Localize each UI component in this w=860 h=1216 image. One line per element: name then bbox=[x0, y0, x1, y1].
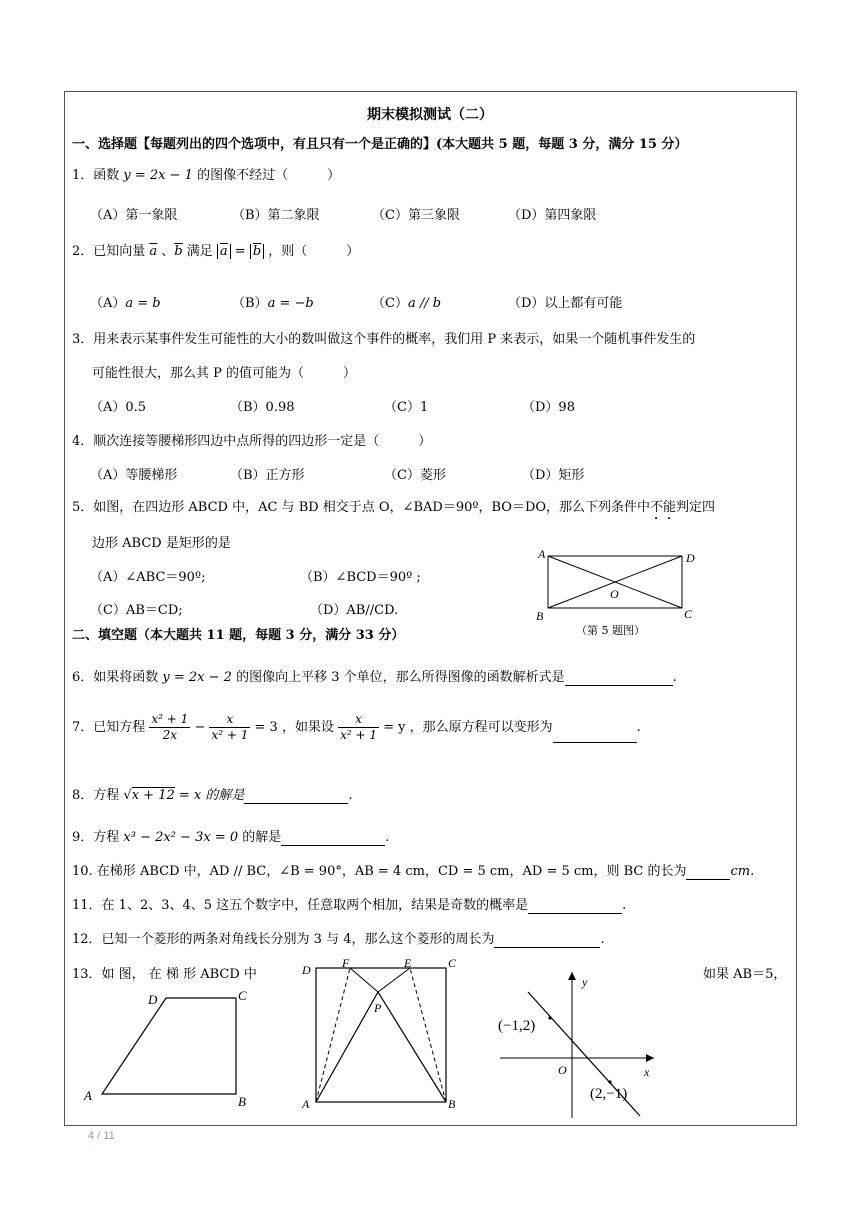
graph-label-origin: O bbox=[558, 1063, 567, 1077]
trapezoid-figure bbox=[80, 984, 260, 1110]
q5-figure-caption: （第 5 题图） bbox=[576, 624, 645, 637]
q7-fraction-2: $\frac{x}{\text{x² + 1}}$ bbox=[211, 712, 249, 742]
square-label-d: D bbox=[302, 963, 311, 977]
question-2: 2．已知向量 $\overline{a}$ 、$\overline{b}$ 满足 $\overline{a} = \overline{b}$ ，则（ ） bbox=[72, 244, 360, 259]
q3-option-b: （B）0.98 bbox=[230, 400, 295, 415]
question-6: 6．如果将函数 y = 2x − 2 的图像向上平移 3 个单位，那么所得图像的函数解析式是 . bbox=[72, 670, 677, 685]
q5-label-o: O bbox=[610, 587, 619, 601]
trap-label-a: A bbox=[84, 1088, 92, 1103]
square-label-f: F bbox=[342, 958, 350, 970]
question-7: 7．已知方程 $\frac{\text{x² + 1}}{2x}$ − $\frac{x}{\text{x² + 1}}$ = 3 ，如果设 $\frac{x}{\text{x² + 1}}$ = y ，那么原方程可以变形为 . bbox=[72, 712, 641, 742]
q4-stem: 4．顺次连接等腰梯形四边中点所得的四边形一定是（ ） bbox=[72, 434, 432, 449]
emphasis-not: 不能 bbox=[650, 500, 677, 515]
q5-label-b: B bbox=[536, 609, 544, 623]
q5-label-d: D bbox=[686, 551, 695, 565]
q4-option-b: （B）正方形 bbox=[230, 468, 305, 483]
trap-label-b: B bbox=[238, 1094, 246, 1109]
q5-option-b: （B）∠BCD＝90º ; bbox=[300, 570, 421, 585]
square-label-e: E bbox=[404, 958, 412, 970]
trap-label-d: D bbox=[148, 992, 158, 1007]
q3-option-c: （C）1 bbox=[384, 400, 429, 415]
q5-line2: 边形 ABCD 是矩形的是 bbox=[92, 536, 231, 551]
q2-option-a: （A）a = b bbox=[90, 296, 161, 311]
q7-fraction-3: $\frac{x}{\text{x² + 1}}$ bbox=[340, 712, 377, 742]
q5-option-c: （C）AB＝CD; bbox=[90, 603, 183, 618]
trap-label-c: C bbox=[238, 988, 247, 1003]
q1-option-d: （D）第四象限 bbox=[508, 208, 597, 223]
graph-label-y: y bbox=[582, 975, 588, 989]
question-9: 9．方程 x³ − 2x² − 3x = 0 的解是 . bbox=[72, 830, 390, 845]
line-graph-figure bbox=[494, 966, 662, 1122]
q2-option-d: （D）以上都有可能 bbox=[508, 296, 623, 311]
question-11: 11．在 1、2、3、4、5 这五个数字中，任意取两个相加，结果是奇数的概率是 . bbox=[72, 898, 627, 913]
q13-partial-left: 13．如 图， 在 梯 形 ABCD 中 bbox=[72, 967, 257, 982]
question-12: 12．已知一个菱形的两条对角线长分别为 3 与 4，那么这个菱形的周长为 . bbox=[72, 932, 605, 947]
q5-line1: 5．如图，在四边形 ABCD 中，AC 与 BD 相交于点 O，∠BAD＝90º，BO＝DO，那么下列条件中不能判定四 bbox=[72, 500, 716, 515]
q6-answer-blank[interactable] bbox=[565, 673, 673, 686]
q10-answer-blank[interactable] bbox=[686, 867, 730, 880]
q9-answer-blank[interactable] bbox=[281, 833, 385, 846]
square-label-b: B bbox=[448, 1097, 456, 1111]
q1-option-c: （C）第三象限 bbox=[372, 208, 460, 223]
q13-partial-right: 如果 AB＝5， bbox=[703, 967, 787, 982]
q3-line2: 可能性很大，那么其 P 的值可能为（ ） bbox=[92, 366, 357, 381]
q4-option-c: （C）菱形 bbox=[384, 468, 446, 483]
q1-option-a: （A）第一象限 bbox=[90, 208, 178, 223]
q2-magnitude-equation: $\overline{a}$ bbox=[217, 244, 231, 259]
q2-option-b: （B）a = −b bbox=[232, 296, 314, 311]
q5-label-a: A bbox=[538, 547, 546, 561]
q5-label-c: C bbox=[684, 607, 693, 621]
section1-heading: 一、选择题【每题列出的四个选项中，有且只有一个是正确的】(本大题共 5 题，每题 3 分，满分 15 分） bbox=[72, 137, 688, 152]
q4-option-d: （D）矩形 bbox=[522, 468, 585, 483]
square-figure bbox=[298, 958, 466, 1112]
q4-option-a: （A）等腰梯形 bbox=[90, 468, 178, 483]
question-10: 10. 在梯形 ABCD 中，AD // BC，∠B = 90°，AB = 4 cm，CD = 5 cm，AD = 5 cm，则 BC 的长为 cm. bbox=[72, 864, 755, 879]
question-8: 8．方程 √x + 12 = x 的解是 . bbox=[72, 788, 353, 803]
question-1: 1．函数 y = 2x − 1 的图像不经过（ ） bbox=[72, 168, 341, 183]
page-number: 4 / 11 bbox=[88, 1130, 115, 1142]
q2-option-c: （C）a // b bbox=[372, 296, 442, 311]
section2-heading: 二、填空题（本大题共 11 题，每题 3 分，满分 33 分） bbox=[72, 628, 405, 643]
q7-answer-blank[interactable] bbox=[553, 730, 637, 743]
q11-answer-blank[interactable] bbox=[528, 901, 622, 914]
q7-fraction-1: $\frac{\text{x² + 1}}{2x}$ bbox=[151, 712, 189, 742]
q3-option-d: （D）98 bbox=[522, 400, 575, 415]
square-label-p: P bbox=[374, 1001, 382, 1015]
q12-answer-blank[interactable] bbox=[494, 935, 600, 948]
graph-label-x: x bbox=[644, 1065, 650, 1079]
q5-option-a: （A）∠ABC＝90º; bbox=[90, 570, 206, 585]
graph-point-2-label: (2,−1) bbox=[590, 1086, 628, 1102]
q1-formula: y = 2x − 1 bbox=[123, 168, 193, 183]
q5-option-d: （D）AB//CD. bbox=[310, 603, 399, 618]
square-label-c: C bbox=[448, 958, 457, 970]
q1-option-b: （B）第二象限 bbox=[232, 208, 320, 223]
square-label-a: A bbox=[302, 1097, 310, 1111]
q8-answer-blank[interactable] bbox=[244, 791, 348, 804]
graph-point-1-label: (−1,2) bbox=[498, 1018, 536, 1034]
page-title: 期末模拟测试（二） bbox=[367, 107, 493, 123]
q3-option-a: （A）0.5 bbox=[90, 400, 147, 415]
q3-line1: 3．用来表示某事件发生可能性的大小的数叫做这个事件的概率，我们用 P 来表示，如果一个随机事件发生的 bbox=[72, 332, 696, 347]
